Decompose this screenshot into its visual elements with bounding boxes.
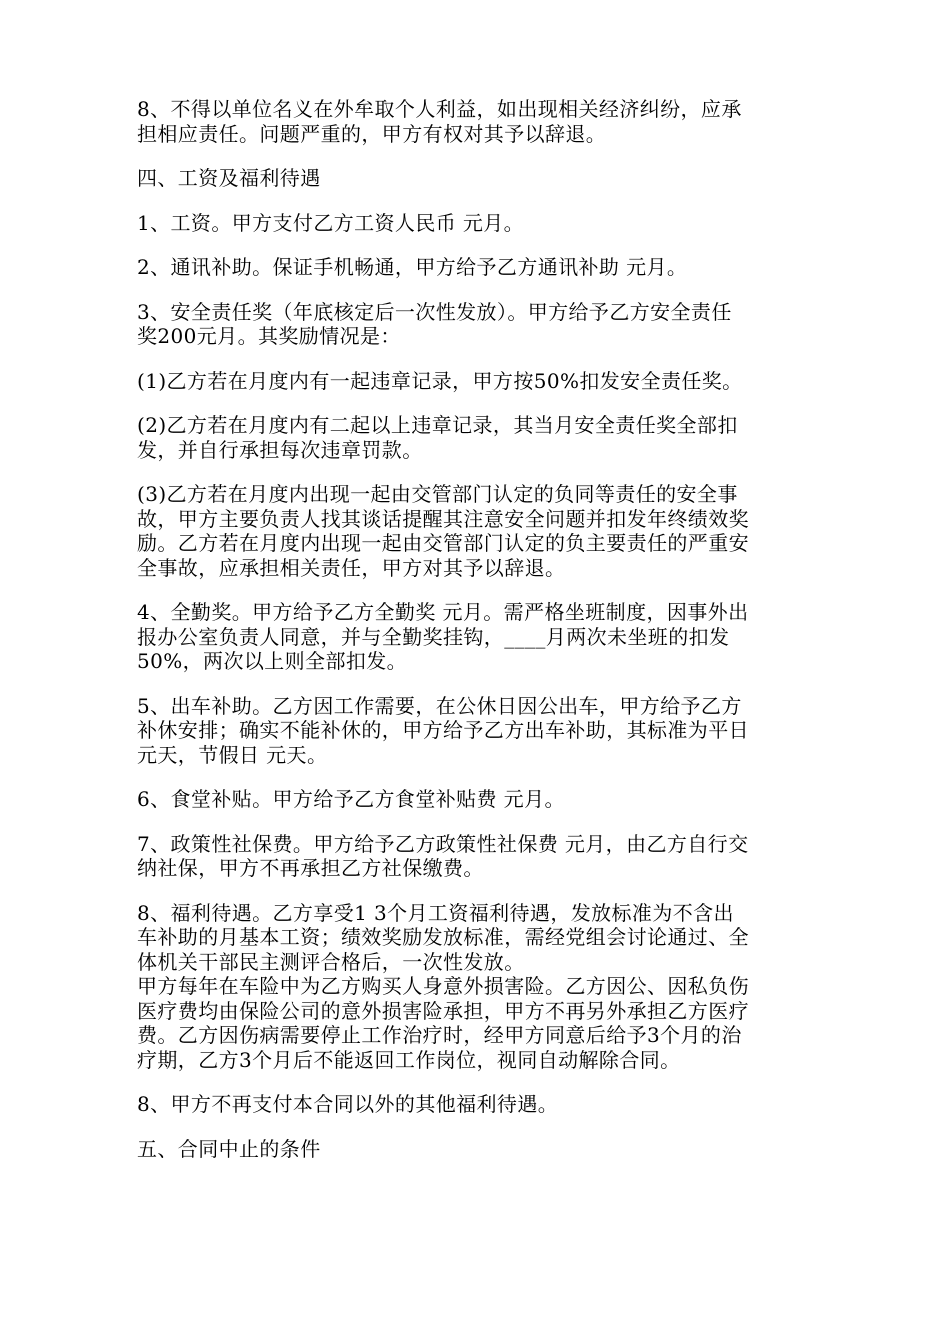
text-line: 发，并自行承担每次违章罚款。 — [137, 437, 423, 462]
text-line: 费。乙方因伤病需要停止工作治疗时，经甲方同意后给予3个月的治 — [137, 1023, 742, 1047]
text-line: 50%，两次以上则全部扣发。 — [137, 649, 408, 673]
text-line: 医疗费均由保险公司的意外损害险承担，甲方不再另外承担乙方医疗 — [137, 998, 749, 1023]
insurance-paragraph — [137, 974, 815, 1072]
text-line: 7、政策性社保费。甲方给予乙方政策性社保费 元月，由乙方自行交 — [137, 831, 749, 856]
text-line: (1)乙方若在月度内有一起违章记录，甲方按50%扣发安全责任奖。 — [137, 368, 743, 393]
clause-1-salary — [137, 211, 815, 236]
clause-8-welfare — [137, 901, 815, 975]
text-line: 2、通讯补助。保证手机畅通，甲方给予乙方通讯补助 元月。 — [137, 255, 688, 279]
clause-2-communication-subsidy — [137, 255, 815, 280]
text-line: 体机关干部民主测评合格后，一次性发放。 — [137, 949, 525, 974]
safety-award-item-1 — [137, 369, 815, 394]
clause-6-canteen-subsidy — [137, 787, 815, 812]
section-heading-salary-welfare — [137, 166, 815, 191]
clause-5-vehicle-subsidy — [137, 694, 815, 768]
text-line: 5、出车补助。乙方因工作需要，在公休日因公出车，甲方给予乙方 — [137, 693, 742, 718]
text-line: 4、全勤奖。甲方给予乙方全勤奖 元月。需严格坐班制度，因事外出 — [137, 600, 749, 624]
safety-award-item-3 — [137, 482, 815, 580]
text-line: 8、福利待遇。乙方享受1 3个月工资福利待遇，发放标准为不含出 — [137, 900, 734, 925]
text-line: 五、合同中止的条件 — [137, 1136, 321, 1161]
text-line: 故，甲方主要负责人找其谈话提醒其注意安全问题并扣发年终绩效奖 — [137, 506, 749, 531]
text-line: 车补助的月基本工资；绩效奖励发放标准，需经党组会讨论通过、全 — [137, 925, 749, 949]
text-line: 奖200元月。其奖励情况是： — [137, 324, 401, 348]
text-line: 全事故，应承担相关责任，甲方对其予以辞退。 — [137, 555, 566, 580]
text-line: 励。乙方若在月度内出现一起由交管部门认定的负主要责任的严重安 — [137, 531, 749, 555]
text-line: 8、甲方不再支付本合同以外的其他福利待遇。 — [137, 1092, 559, 1116]
text-line: 8、不得以单位名义在外牟取个人利益，如出现相关经济纠纷，应承 — [137, 97, 742, 121]
clause-4-attendance-award — [137, 600, 815, 674]
clause-8-no-other-benefits — [137, 1092, 815, 1117]
document-body — [137, 97, 815, 1181]
text-line: 6、食堂补贴。甲方给予乙方食堂补贴费 元月。 — [137, 787, 565, 811]
text-line: 纳社保，甲方不再承担乙方社保缴费。 — [137, 856, 484, 880]
clause-8-personal-interest — [137, 97, 815, 146]
safety-award-item-2 — [137, 413, 815, 462]
text-line: 报办公室负责人同意，并与全勤奖挂钩，____月两次未坐班的扣发 — [137, 624, 730, 649]
text-line: 四、工资及福利待遇 — [137, 166, 321, 190]
text-line: 元天，节假日 元天。 — [137, 742, 328, 767]
text-line: 1、工资。甲方支付乙方工资人民币 元月。 — [137, 210, 525, 235]
text-line: 3、安全责任奖（年底核定后一次性发放）。甲方给予乙方安全责任 — [137, 299, 732, 324]
text-line: 甲方每年在车险中为乙方购买人身意外损害险。乙方因公、因私负伤 — [137, 974, 749, 998]
text-line: 补休安排；确实不能补休的，甲方给予乙方出车补助，其标准为平日 — [137, 718, 749, 742]
clause-3-safety-award — [137, 300, 815, 349]
text-line: (2)乙方若在月度内有二起以上违章记录，其当月安全责任奖全部扣 — [137, 413, 738, 437]
text-line: (3)乙方若在月度内出现一起由交管部门认定的负同等责任的安全事 — [137, 482, 738, 506]
section-heading-contract-suspension — [137, 1137, 815, 1162]
text-line: 疗期，乙方3个月后不能返回工作岗位，视同自动解除合同。 — [137, 1047, 681, 1072]
text-line: 担相应责任。问题严重的，甲方有权对其予以辞退。 — [137, 121, 607, 146]
clause-7-social-insurance — [137, 832, 815, 881]
